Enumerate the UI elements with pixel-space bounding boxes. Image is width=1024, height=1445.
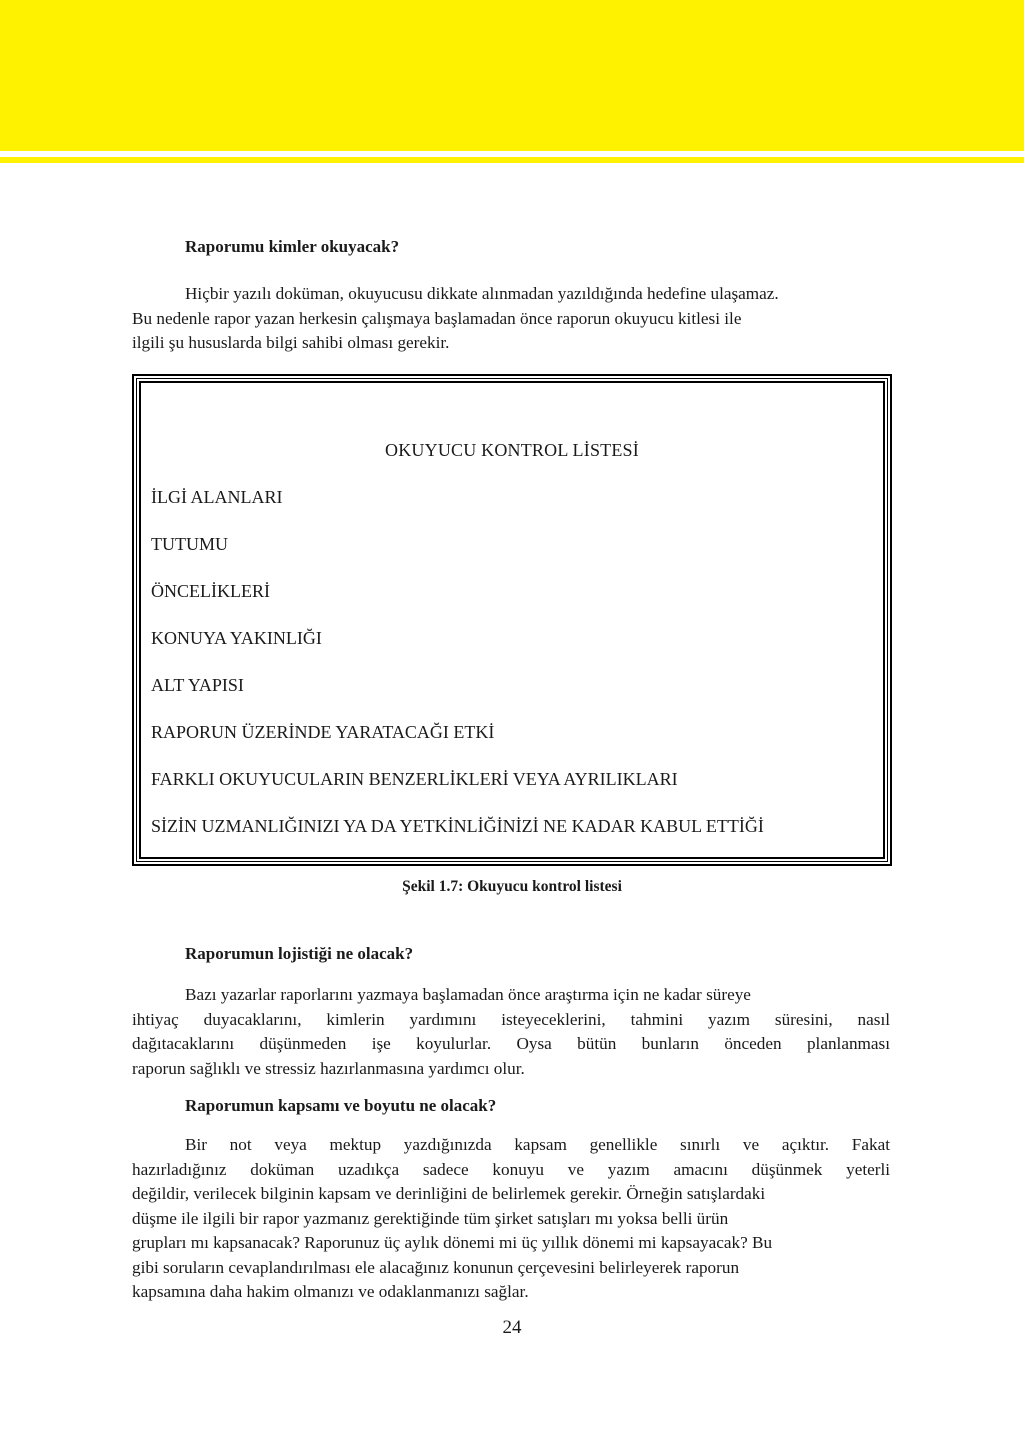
paragraph-scope: [132, 1133, 890, 1305]
checklist-item: TUTUMU: [151, 534, 228, 554]
paragraph-line: Bir not veya mektup yazdığınızda kapsam genellikle sınırlı ve açıktır. Fakat: [185, 1135, 890, 1154]
checklist-item: İLGİ ALANLARI: [151, 487, 283, 507]
header-yellow-band: [0, 0, 1024, 151]
section-heading-readers: Raporumu kimler okuyacak?: [185, 237, 400, 256]
paragraph-line: raporun sağlıklı ve stressiz hazırlanmasına yardımcı olur.: [132, 1058, 525, 1078]
paragraph-readers: [132, 282, 890, 356]
paragraph-line: ilgili şu hususlarda bilgi sahibi olması gerekir.: [132, 333, 450, 352]
paragraph-logistics: [132, 983, 890, 1081]
paragraph-line: Hiçbir yazılı doküman, okuyucusu dikkate alınmadan yazıldığında hedefine ulaşamaz.: [185, 284, 779, 303]
figure-caption: Şekil 1.7: Okuyucu kontrol listesi: [402, 878, 622, 895]
checklist-item: ALT YAPISI: [151, 675, 244, 695]
checklist-item: SİZİN UZMANLIĞINIZI YA DA YETKİNLİĞİNİZİ NE KADAR KABUL ETTİĞİ: [151, 816, 764, 836]
paragraph-line: dağıtacaklarını düşünmeden işe koyulurlar. Oysa bütün bunların önceden planlanması: [132, 1034, 890, 1053]
paragraph-line: değildir, verilecek bilginin kapsam ve derinliğini de belirlemek gerekir. Örneğin satışlardaki: [132, 1184, 766, 1203]
paragraph-line: ihtiyaç duyacaklarını, kimlerin yardımını isteyeceklerini, tahmini yazım süresini, nasıl: [132, 1009, 890, 1029]
paragraph-line: Bazı yazarlar raporlarını yazmaya başlamadan önce araştırma için ne kadar süreye: [185, 985, 751, 1004]
checklist-title: OKUYUCU KONTROL LİSTESİ: [385, 440, 639, 460]
checklist-item: ÖNCELİKLERİ: [151, 581, 270, 601]
page-number: 24: [502, 1317, 522, 1338]
section-heading-logistics: Raporumun lojistiği ne olacak?: [185, 944, 414, 963]
checklist-item: KONUYA YAKINLIĞI: [151, 628, 322, 648]
header-yellow-stripe: [0, 157, 1024, 163]
paragraph-line: kapsamına daha hakim olmanızı ve odaklanmanızı sağlar.: [132, 1282, 529, 1301]
reader-checklist-frame: [132, 374, 892, 866]
checklist-item: FARKLI OKUYUCULARIN BENZERLİKLERİ VEYA AYRILIKLARI: [151, 769, 678, 789]
paragraph-line: hazırladığınız doküman uzadıkça sadece konuyu ve yazım amacını düşünmek yeterli: [132, 1159, 890, 1179]
paragraph-line: düşme ile ilgili bir rapor yazmanız gerektiğinde tüm şirket satışları mı yoksa belli ürün: [132, 1208, 729, 1228]
section-heading-scope: Raporumun kapsamı ve boyutu ne olacak?: [185, 1096, 497, 1115]
paragraph-line: Bu nedenle rapor yazan herkesin çalışmaya başlamadan önce raporun okuyucu kitlesi ile: [132, 308, 742, 328]
reader-checklist-inner-frame: [139, 381, 885, 859]
checklist-item: RAPORUN ÜZERİNDE YARATACAĞI ETKİ: [151, 722, 495, 742]
paragraph-line: grupları mı kapsanacak? Raporunuz üç aylık dönemi mi üç yıllık dönemi mi kapsayacak? Bu: [132, 1233, 773, 1252]
paragraph-line: gibi soruların cevaplandırılması ele alacağınız konunun çerçevesini belirleyerek raporun: [132, 1257, 740, 1277]
